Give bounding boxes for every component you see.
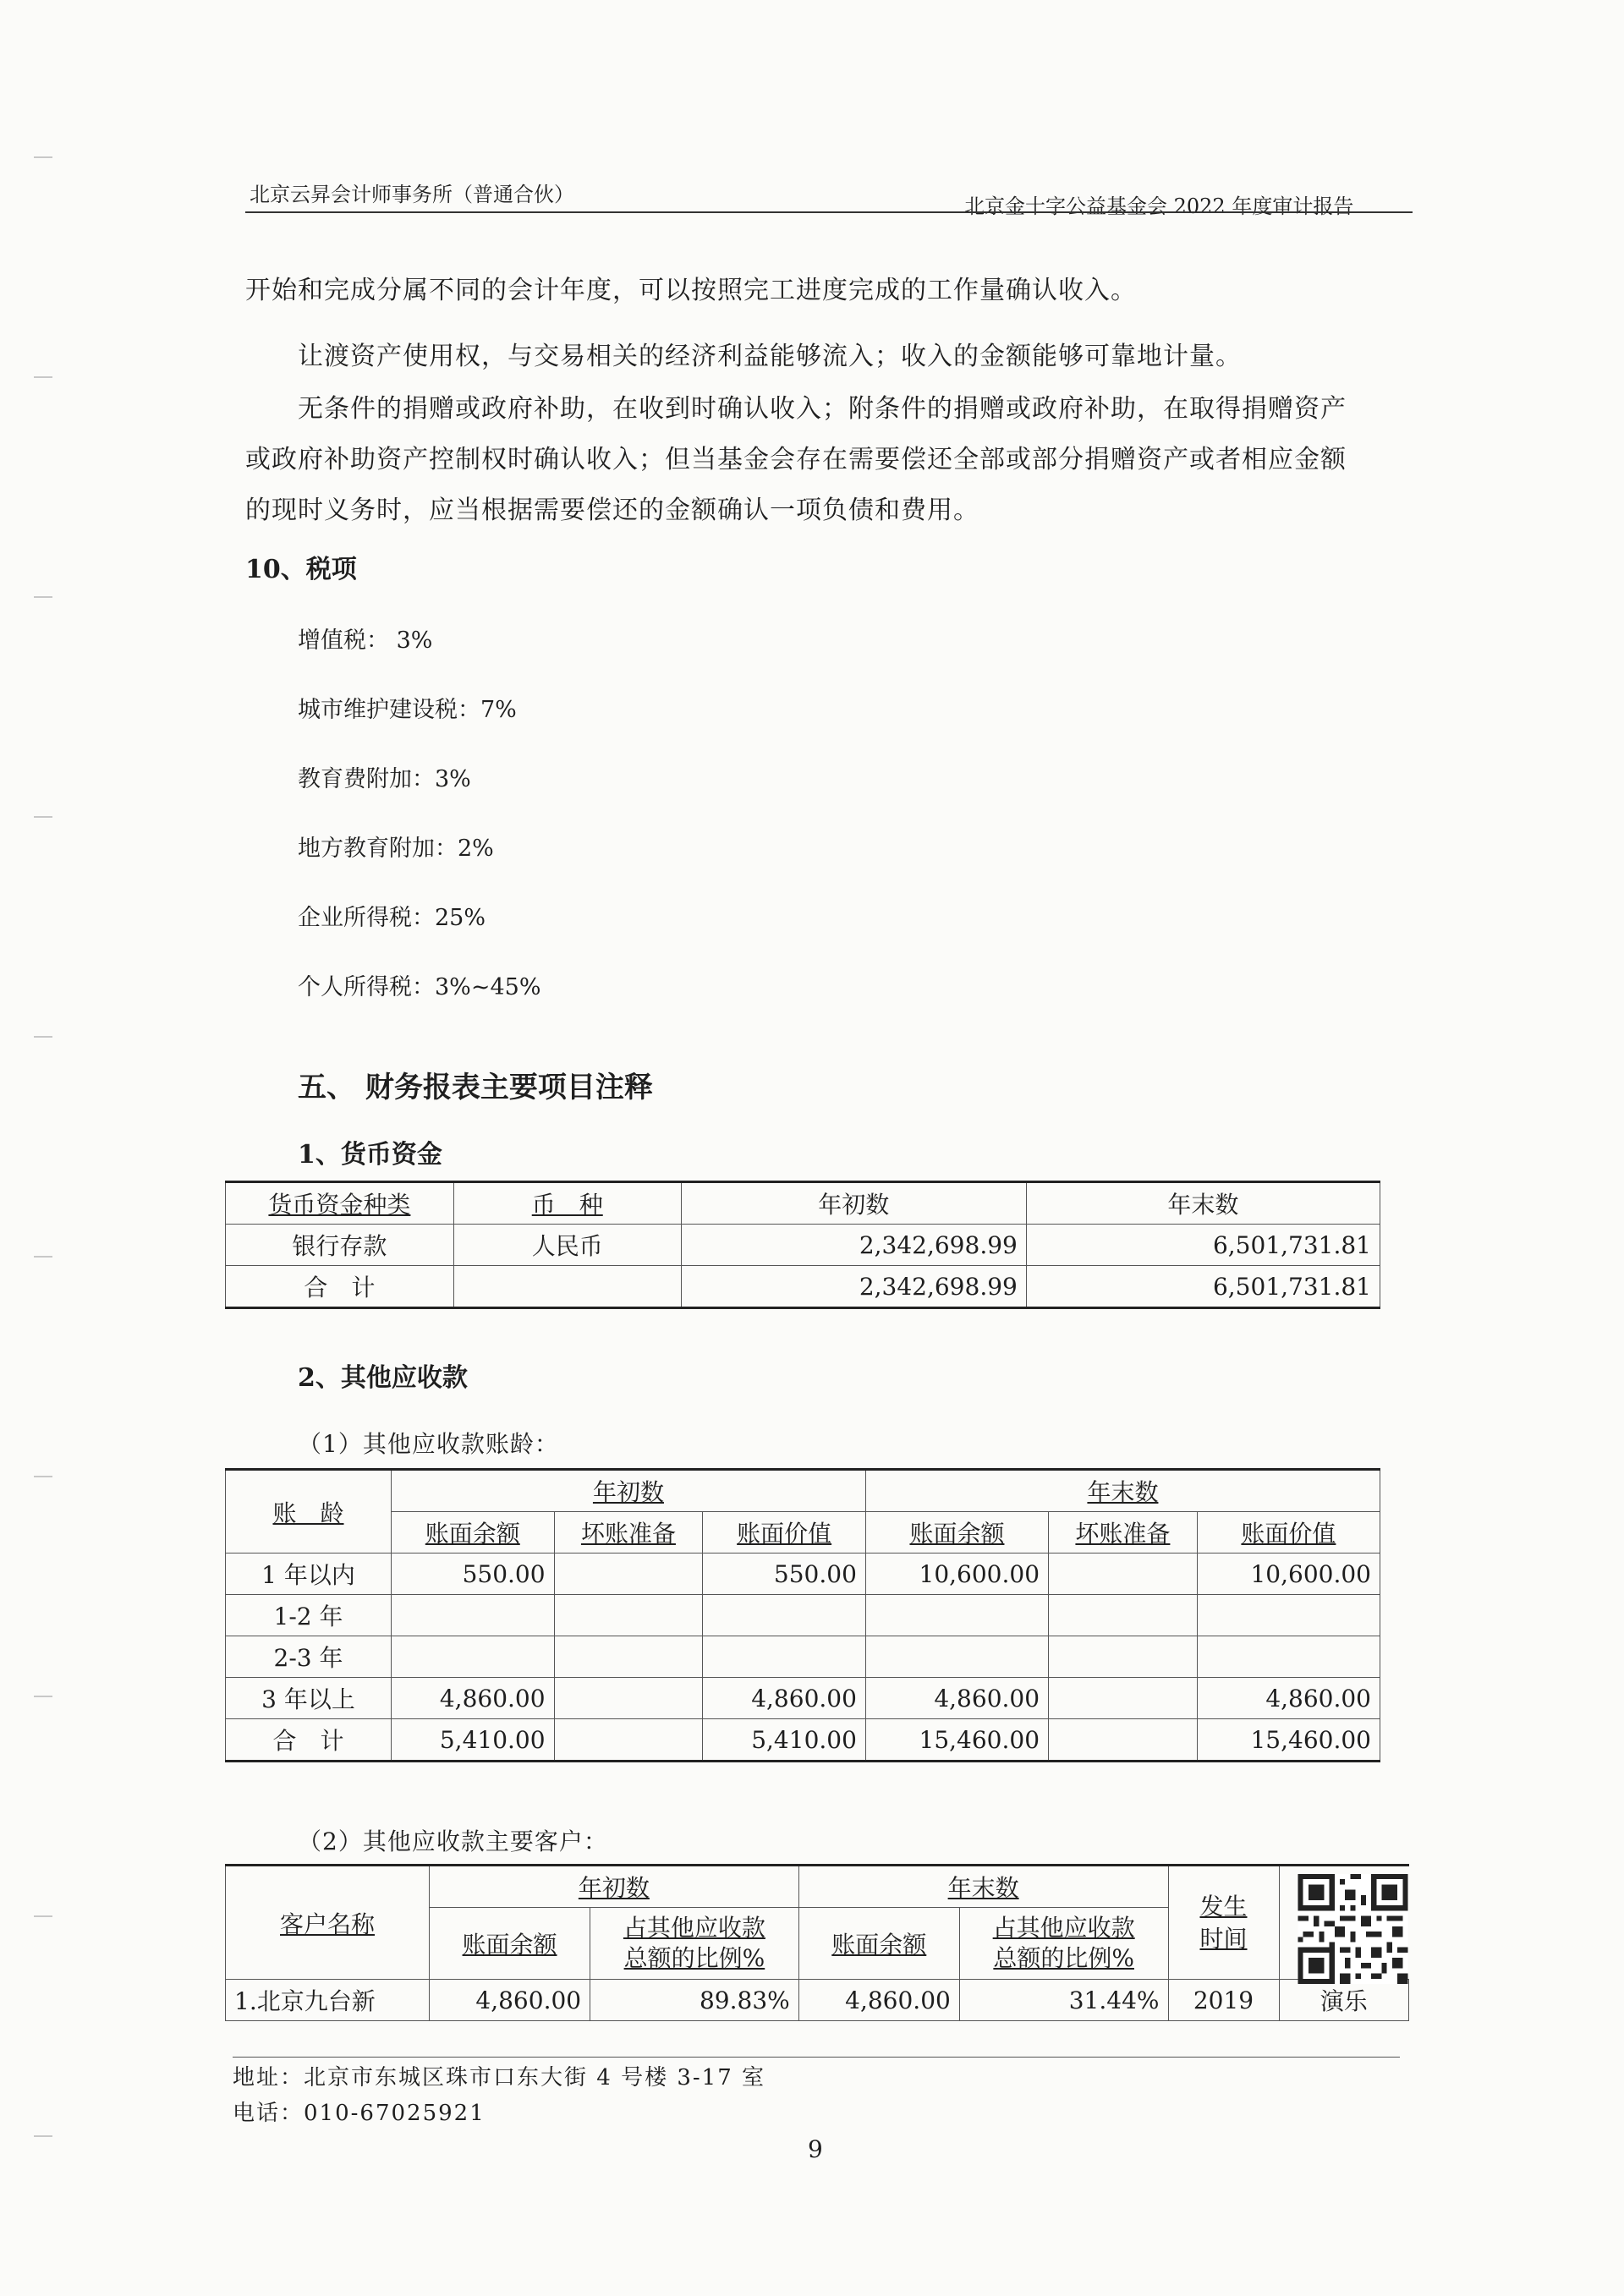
- cash-table: [225, 1181, 1380, 1309]
- table-header-cell: 账面余额: [798, 1908, 959, 1980]
- table-cell: [554, 1553, 703, 1595]
- table-header-cell: 年末数: [1026, 1182, 1380, 1225]
- table-cell: [865, 1636, 1048, 1678]
- tax-item: 个人所得税：3%~45%: [298, 974, 541, 1000]
- table-cell: [1197, 1636, 1380, 1678]
- table-row: [226, 1636, 1380, 1678]
- table-cell: 4,860.00: [703, 1678, 866, 1719]
- table-header-cell: 年末数: [798, 1866, 1168, 1908]
- table-cell: [1049, 1678, 1198, 1719]
- header-firm: 北京云昇会计师事务所（普通合伙）: [250, 183, 574, 206]
- table-header-cell: 年初数: [430, 1866, 799, 1908]
- table-header-cell: 客户名称: [226, 1866, 430, 1980]
- margin-tick: [34, 1256, 52, 1258]
- section-title: 五、 财务报表主要项目注释: [298, 1071, 653, 1104]
- tax-item: 城市维护建设税：7%: [298, 697, 517, 723]
- margin-tick: [34, 1476, 52, 1477]
- footer-rule: [233, 2057, 1400, 2058]
- table-header-cell: 占其他应收款 总额的比例%: [959, 1908, 1168, 1980]
- qr-code-icon: [1297, 1874, 1409, 1984]
- aging-table: [225, 1468, 1380, 1762]
- table-cell: 15,460.00: [1197, 1719, 1380, 1762]
- table-header-cell: 年末数: [865, 1470, 1380, 1512]
- tax-item: 增值税： 3%: [298, 627, 433, 654]
- table-cell: 4,860.00: [798, 1980, 959, 2021]
- margin-tick: [34, 816, 52, 818]
- footer-address: 地址：北京市东城区珠市口东大街 4 号楼 3-17 室: [233, 2065, 766, 2091]
- table-cell: [453, 1266, 681, 1308]
- table-cell: 3 年以上: [226, 1678, 392, 1719]
- table-cell: 4,860.00: [430, 1980, 590, 2021]
- table-header-cell: 货币资金种类: [226, 1182, 454, 1225]
- table-cell: 5,410.00: [703, 1719, 866, 1762]
- header-rule: [245, 211, 1413, 213]
- table-cell: 合 计: [226, 1719, 392, 1762]
- table-cell: [703, 1636, 866, 1678]
- table-header-cell: 币 种: [453, 1182, 681, 1225]
- page-number: 9: [808, 2135, 823, 2163]
- tax-item: 地方教育附加：2%: [298, 836, 494, 862]
- tax-item: 教育费附加：3%: [298, 766, 471, 792]
- table-cell: 人民币: [453, 1225, 681, 1266]
- table-cell: 31.44%: [959, 1980, 1168, 2021]
- table-cell: 10,600.00: [865, 1553, 1048, 1595]
- table-header-cell: 账面余额: [392, 1512, 555, 1553]
- table-cell: [1049, 1636, 1198, 1678]
- table-cell: [554, 1678, 703, 1719]
- table-cell: 4,860.00: [392, 1678, 555, 1719]
- table-cell: 10,600.00: [1197, 1553, 1380, 1595]
- table-header-cell: 占其他应收款 总额的比例%: [590, 1908, 799, 1980]
- table-cell: [554, 1595, 703, 1636]
- margin-tick: [34, 1696, 52, 1697]
- table-row: [226, 1595, 1380, 1636]
- margin-tick: [34, 1915, 52, 1917]
- table-cell: 89.83%: [590, 1980, 799, 2021]
- table-cell: [392, 1595, 555, 1636]
- table-cell: 1 年以内: [226, 1553, 392, 1595]
- table-cell: [1197, 1595, 1380, 1636]
- paragraph: 或政府补助资产控制权时确认收入；但当基金会存在需要偿还全部或部分捐赠资产或者相应金额: [245, 445, 1347, 474]
- table-cell: [554, 1719, 703, 1762]
- header-report-title: 北京金十字公益基金会 2022 年度审计报告: [964, 195, 1354, 218]
- table-cell: 6,501,731.81: [1026, 1225, 1380, 1266]
- margin-tick: [34, 2135, 52, 2137]
- table-header-cell: 账面价值: [1197, 1512, 1380, 1553]
- paragraph: 让渡资产使用权，与交易相关的经济利益能够流入；收入的金额能够可靠地计量。: [298, 342, 1242, 371]
- table-row: [226, 1266, 1380, 1308]
- table-cell: 15,460.00: [865, 1719, 1048, 1762]
- table-header-cell: 发生 时间: [1168, 1866, 1279, 1980]
- table-header-cell: 账面余额: [865, 1512, 1048, 1553]
- aging-subheading: （1）其他应收款账龄：: [298, 1430, 559, 1458]
- paragraph: 的现时义务时，应当根据需要偿还的金额确认一项负债和费用。: [245, 496, 979, 525]
- table-cell: 演乐: [1279, 1980, 1409, 2021]
- table-header-row: [226, 1512, 1380, 1553]
- table-cell: 5,410.00: [392, 1719, 555, 1762]
- cash-heading: 1、货币资金: [298, 1140, 442, 1170]
- footer-phone: 电话：010-67025921: [233, 2101, 486, 2126]
- table-row: [226, 1719, 1380, 1762]
- table-cell: 2,342,698.99: [681, 1266, 1026, 1308]
- table-cell: [392, 1636, 555, 1678]
- table-cell: [1049, 1553, 1198, 1595]
- table-header-cell: 账 龄: [226, 1470, 392, 1553]
- margin-tick: [34, 376, 52, 378]
- other-recv-heading: 2、其他应收款: [298, 1363, 468, 1393]
- table-row: [226, 1980, 1409, 2021]
- table-header-cell: 年初数: [681, 1182, 1026, 1225]
- table-header-cell: 账面余额: [430, 1908, 590, 1980]
- table-cell: 银行存款: [226, 1225, 454, 1266]
- table-cell: 2019: [1168, 1980, 1279, 2021]
- table-row: [226, 1553, 1380, 1595]
- table-cell: [554, 1636, 703, 1678]
- margin-tick: [34, 1036, 52, 1038]
- table-cell: 合 计: [226, 1266, 454, 1308]
- margin-tick: [34, 156, 52, 158]
- table-cell: 4,860.00: [865, 1678, 1048, 1719]
- table-row: [226, 1678, 1380, 1719]
- tax-item: 企业所得税：25%: [298, 905, 486, 931]
- table-cell: 1.北京九台新: [226, 1980, 430, 2021]
- table-header-cell: 账面价值: [703, 1512, 866, 1553]
- table-cell: 2-3 年: [226, 1636, 392, 1678]
- table-cell: [703, 1595, 866, 1636]
- customer-table: [225, 1864, 1409, 2021]
- table-cell: [1049, 1719, 1198, 1762]
- table-cell: 4,860.00: [1197, 1678, 1380, 1719]
- table-cell: 550.00: [703, 1553, 866, 1595]
- table-cell: 1-2 年: [226, 1595, 392, 1636]
- table-cell: 2,342,698.99: [681, 1225, 1026, 1266]
- customer-subheading: （2）其他应收款主要客户：: [298, 1827, 608, 1855]
- table-header-row: [226, 1866, 1409, 1908]
- table-header-cell: 年初数: [392, 1470, 866, 1512]
- paragraph: 开始和完成分属不同的会计年度，可以按照完工进度完成的工作量确认收入。: [245, 276, 1137, 305]
- table-header-row: [226, 1470, 1380, 1512]
- table-cell: 550.00: [392, 1553, 555, 1595]
- table-cell: [865, 1595, 1048, 1636]
- paragraph: 无条件的捐赠或政府补助，在收到时确认收入；附条件的捐赠或政府补助，在取得捐赠资产: [298, 394, 1347, 424]
- table-header-cell: 坏账准备: [1049, 1512, 1198, 1553]
- table-row: [226, 1225, 1380, 1266]
- table-cell: [1049, 1595, 1198, 1636]
- tax-heading: 10、税项: [245, 555, 357, 584]
- table-cell: 6,501,731.81: [1026, 1266, 1380, 1308]
- table-header-row: [226, 1182, 1380, 1225]
- margin-tick: [34, 596, 52, 598]
- table-header-cell: 坏账准备: [554, 1512, 703, 1553]
